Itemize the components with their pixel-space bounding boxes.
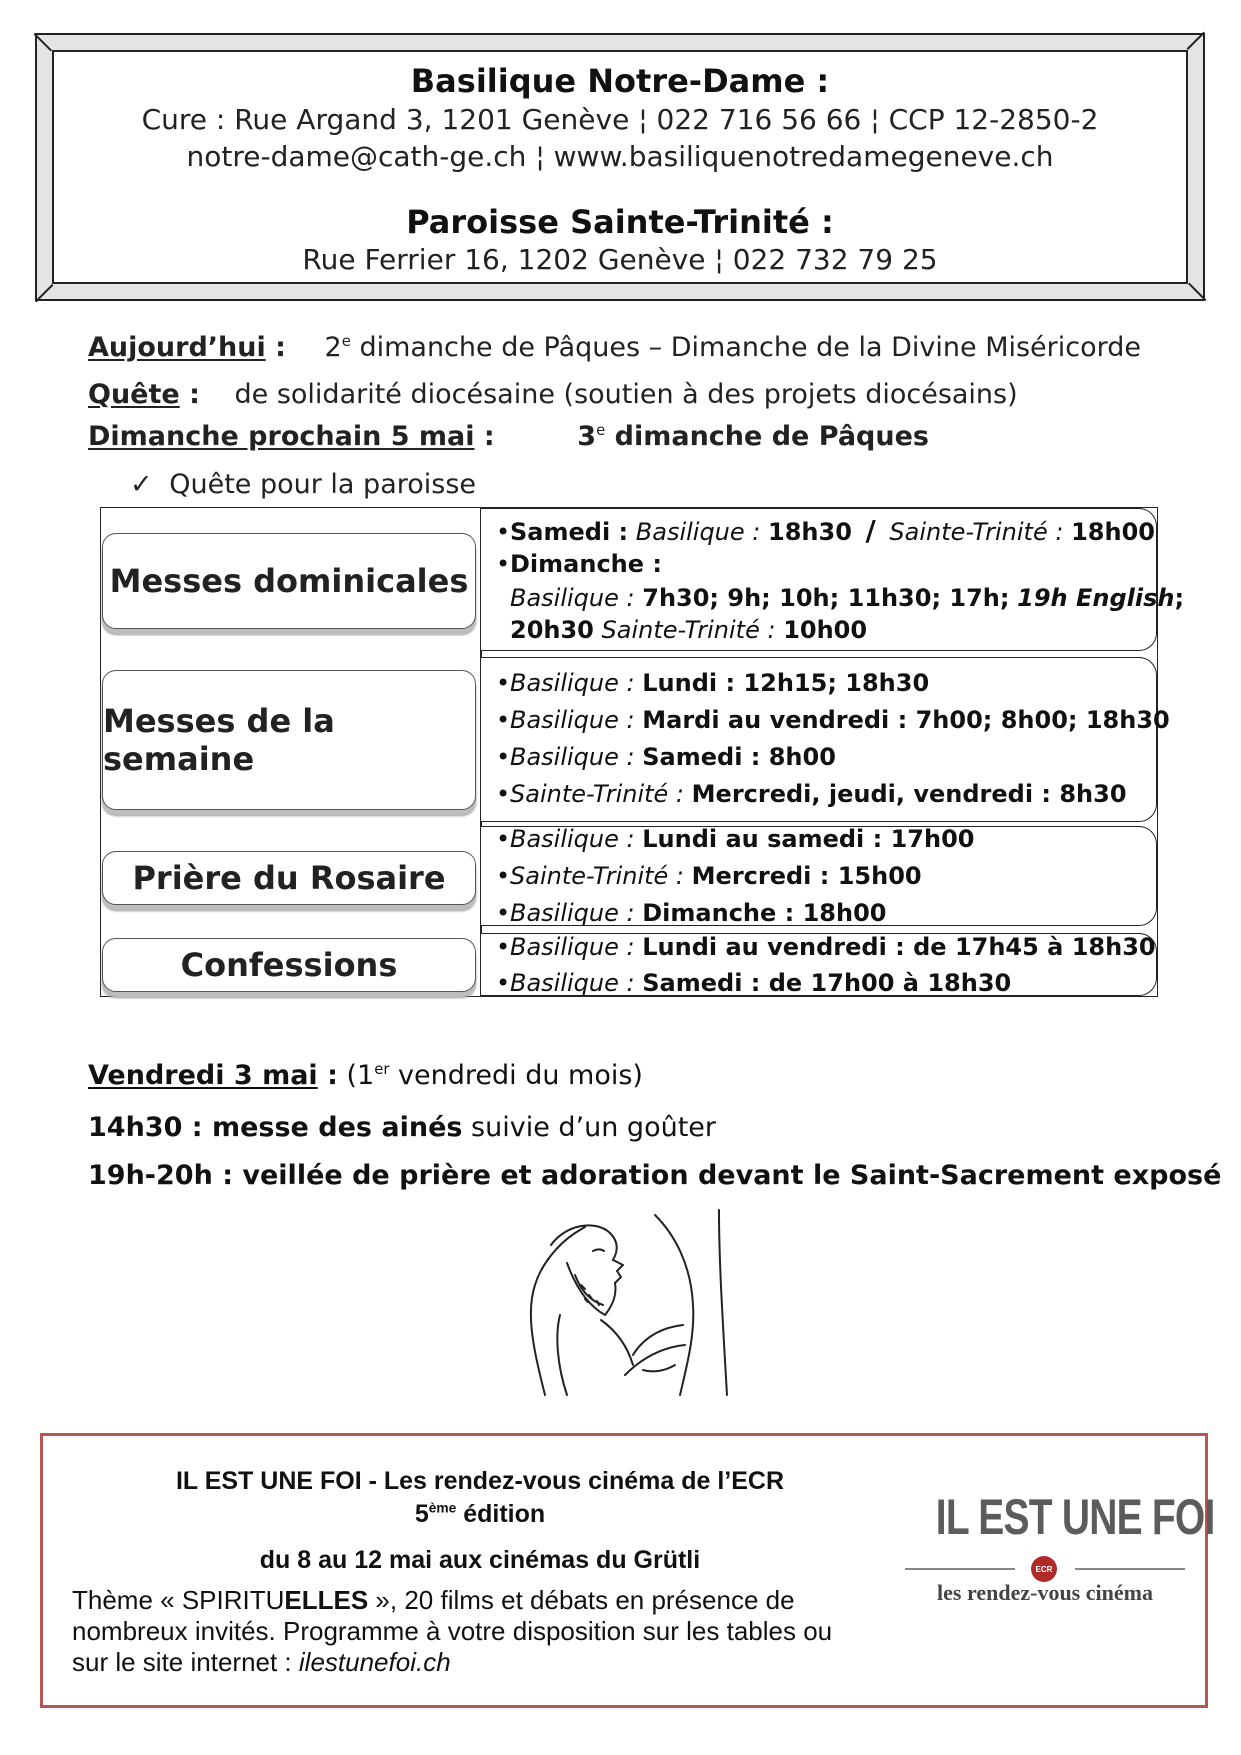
quete-text: de solidarité diocésaine (soutien à des projets diocésains) — [234, 379, 1018, 410]
time: 20h30 — [510, 616, 594, 644]
next-sunday-colon: : — [474, 421, 495, 452]
times: Lundi au samedi : 17h00 — [642, 825, 975, 853]
quete-colon: : — [179, 379, 200, 410]
logo-rule — [1075, 1568, 1185, 1570]
times: Lundi : 12h15; 18h30 — [642, 669, 930, 697]
basilique-label: Basilique : — [510, 584, 635, 612]
today-text: dimanche de Pâques – Dimanche de la Divine Miséricorde — [350, 332, 1142, 363]
confessions-row: •Basilique : Samedi : de 17h00 à 18h30 — [496, 969, 1012, 997]
ad-site-label: sur le site internet : — [72, 1647, 299, 1677]
separator: ; — [1174, 584, 1185, 612]
time: 18h30 — [768, 518, 852, 546]
ad-title: IL EST UNE FOI - Les rendez-vous cinéma de l’ECR — [175, 1467, 784, 1495]
ad-edition-num: 5 — [414, 1500, 429, 1528]
basilique-label: Basilique : — [510, 899, 635, 927]
dominicales-samedi: •Samedi : Basilique : 18h30 / Sainte-Trinité : 18h00 — [496, 514, 1155, 547]
times: Mercredi : 15h00 — [691, 862, 922, 890]
ad-edition-sup: ème — [428, 1500, 457, 1516]
ad-desc-line — [72, 1647, 892, 1678]
event-veillee: 19h-20h : veillée de prière et adoration devant le Saint-Sacrement exposé — [88, 1160, 1222, 1191]
quete-paroisse-line — [130, 469, 476, 500]
event-date-rest: vendredi du mois) — [389, 1060, 643, 1091]
ad-edition-rest: édition — [456, 1500, 546, 1528]
prayer-illustration — [505, 1205, 735, 1400]
time: 10h00 — [783, 616, 868, 644]
ad-theme-c: », 20 films et débats en présence de — [368, 1585, 795, 1615]
ad-theme-b: ELLES — [284, 1585, 369, 1615]
event-date-label: Vendredi 3 mai — [88, 1060, 318, 1091]
ad-theme-a: Thème « SPIRITU — [72, 1585, 285, 1615]
times: 7h30; 9h; 10h; 11h30; 17h; — [642, 584, 1010, 612]
label-confessions: Confessions — [102, 938, 476, 992]
paroisse-address: Rue Ferrier 16, 1202 Genève ¦ 022 732 79 25 — [302, 243, 938, 276]
semaine-row: •Basilique : Samedi : 8h00 — [496, 743, 836, 771]
today-label: Aujourd’hui — [88, 332, 266, 363]
logo-rule — [905, 1568, 1015, 1570]
quete-paroisse-text: Quête pour la paroisse — [169, 469, 477, 500]
event-messe-aines — [88, 1112, 716, 1143]
dominicales-dimanche-st — [510, 616, 867, 644]
basilique-label: Basilique : — [510, 933, 635, 961]
ad-desc-line — [72, 1585, 892, 1616]
semaine-row: •Sainte-Trinité : Mercredi, jeudi, vendredi : 8h30 — [496, 780, 1127, 808]
english-mass: 19h English — [1017, 584, 1175, 612]
sainte-trinite-label: Sainte-Trinité : — [601, 616, 776, 644]
times: Dimanche : 18h00 — [642, 899, 887, 927]
event-messe-aines-rest: suivie d’un goûter — [462, 1112, 717, 1143]
ad-description — [72, 1585, 892, 1678]
logo-subtitle: les rendez-vous cinéma — [937, 1580, 1153, 1605]
ad-site-link[interactable]: ilestunefoi.ch — [298, 1647, 451, 1677]
ad-dates: du 8 au 12 mai aux cinémas du Grütli — [259, 1546, 701, 1574]
event-date-sup: er — [374, 1060, 390, 1078]
samedi-label: Samedi : — [510, 518, 629, 546]
basilique-label: Basilique : — [510, 743, 635, 771]
today-number: 2 — [324, 332, 342, 363]
next-sunday-number: 3 — [577, 421, 597, 452]
times: Mercredi, jeudi, vendredi : 8h30 — [691, 780, 1127, 808]
label-messes-dominicales: Messes dominicales — [102, 533, 476, 629]
next-sunday-line — [88, 421, 929, 452]
basilique-label: Basilique : — [510, 969, 635, 997]
ad-edition — [90, 1500, 870, 1529]
sainte-trinite-label: Sainte-Trinité : — [510, 780, 685, 808]
time: 18h00 — [1071, 518, 1155, 546]
separator: / — [865, 514, 876, 547]
today-colon: : — [265, 332, 286, 363]
times: Mardi au vendredi : 7h00; 8h00; 18h30 — [642, 706, 1170, 734]
paroisse-title: Paroisse Sainte-Trinité : — [406, 203, 834, 241]
confessions-row: •Basilique : Lundi au vendredi : de 17h45 à 18h30 — [496, 933, 1156, 961]
label-priere-rosaire: Prière du Rosaire — [102, 851, 476, 905]
rosaire-row: •Basilique : Lundi au samedi : 17h00 — [496, 825, 975, 853]
semaine-row: •Basilique : Lundi : 12h15; 18h30 — [496, 669, 930, 697]
quete-label: Quête — [88, 379, 180, 410]
sainte-trinite-label: Sainte-Trinité : — [510, 862, 685, 890]
rosaire-row: •Sainte-Trinité : Mercredi : 15h00 — [496, 862, 922, 890]
basilique-label: Basilique : — [510, 706, 635, 734]
label-messes-semaine: Messes de la semaine — [102, 670, 476, 810]
times: Samedi : de 17h00 à 18h30 — [642, 969, 1012, 997]
dominicales-dimanche: •Dimanche : — [496, 550, 662, 578]
rosaire-row: •Basilique : Dimanche : 18h00 — [496, 899, 887, 927]
ilestunefoi-logo — [905, 1488, 1215, 1608]
next-sunday-label: Dimanche prochain 5 mai — [88, 421, 475, 452]
basilique-label: Basilique : — [510, 825, 635, 853]
basilique-contact: notre-dame@cath-ge.ch ¦ www.basiliquenotredamegeneve.ch — [186, 140, 1054, 173]
times: Lundi au vendredi : de 17h45 à 18h30 — [642, 933, 1156, 961]
event-date — [88, 1060, 643, 1091]
next-sunday-text: dimanche de Pâques — [605, 421, 929, 452]
today-sup: e — [341, 332, 351, 350]
event-messe-aines-bold: 14h30 : messe des ainés — [88, 1112, 463, 1143]
dominicales-dimanche-basilique — [510, 584, 1184, 612]
dimanche-label: Dimanche : — [510, 550, 662, 578]
check-icon: ✓ — [130, 469, 153, 500]
logo-badge: ECR — [1031, 1556, 1057, 1582]
event-date-open: (1 — [337, 1060, 375, 1091]
today-line — [88, 332, 1141, 363]
sainte-trinite-label: Sainte-Trinité : — [889, 518, 1064, 546]
next-sunday-sup: e — [596, 421, 606, 439]
basilique-address: Cure : Rue Argand 3, 1201 Genève ¦ 022 716 56 66 ¦ CCP 12-2850-2 — [141, 103, 1099, 136]
basilique-label: Basilique : — [635, 518, 761, 546]
event-date-colon: : — [317, 1060, 338, 1091]
basilique-title: Basilique Notre-Dame : — [410, 62, 830, 100]
basilique-label: Basilique : — [510, 669, 635, 697]
quete-line — [88, 379, 1018, 410]
logo-title: IL EST UNE FOI — [935, 1489, 1215, 1545]
ad-desc-line: nombreux invités. Programme à votre disposition sur les tables ou — [72, 1616, 833, 1646]
semaine-row: •Basilique : Mardi au vendredi : 7h00; 8h00; 18h30 — [496, 706, 1170, 734]
times: Samedi : 8h00 — [642, 743, 836, 771]
